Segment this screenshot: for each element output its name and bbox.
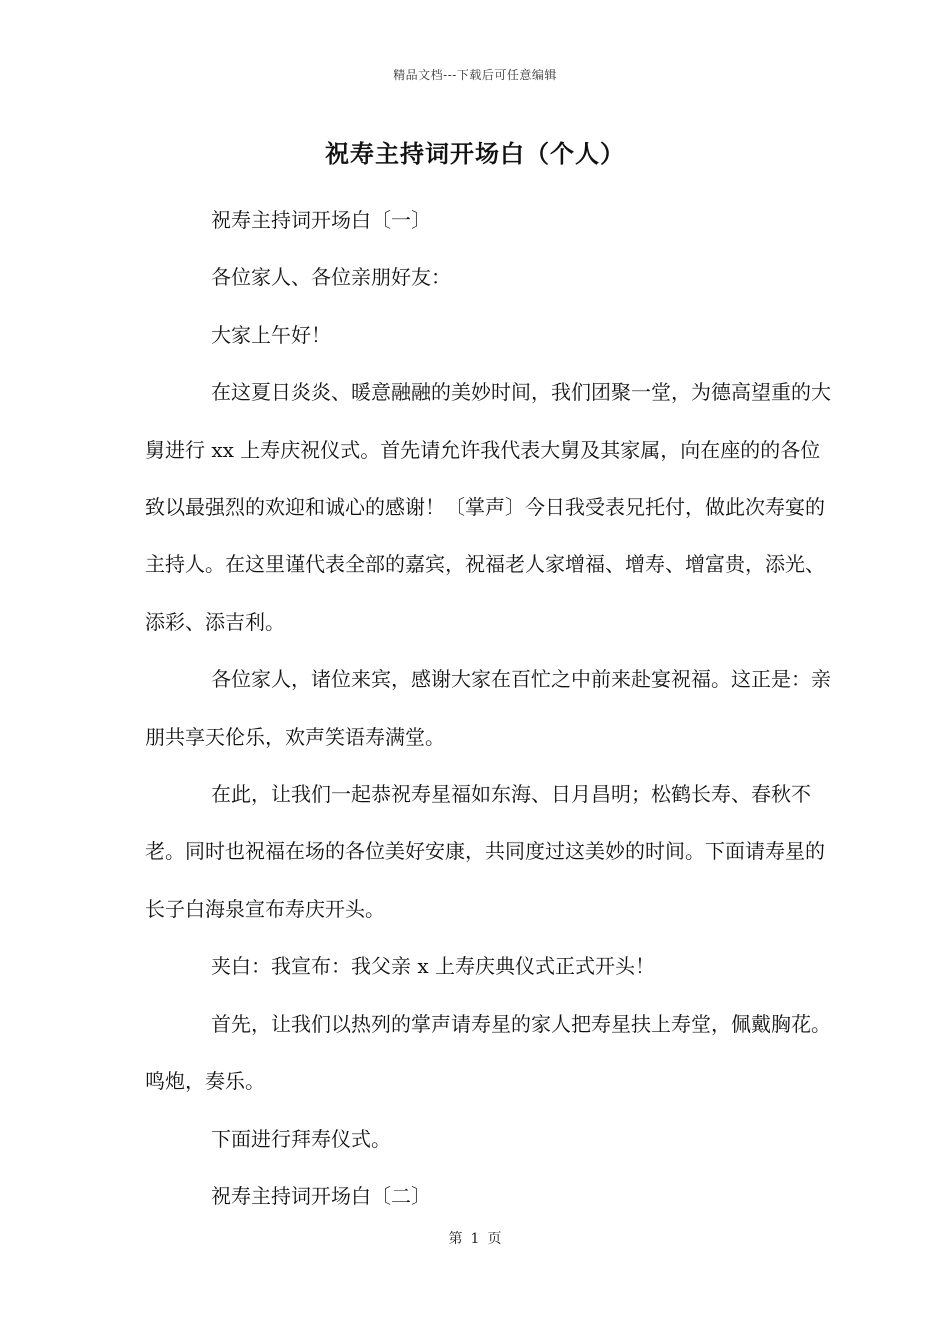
body-paragraph: 夹白：我宣布：我父亲 x 上寿庆典仪式正式开头！ [211, 954, 655, 979]
body-paragraph: 下面进行拜寿仪式。 [211, 1126, 391, 1151]
salutation: 各位家人、各位亲朋好友： [211, 265, 451, 290]
greeting: 大家上午好！ [211, 322, 331, 347]
body-paragraph: 首先，让我们以热列的掌声请寿星的家人把寿星扶上寿堂，佩戴胸花。鸣炮，奏乐。 [145, 1011, 831, 1094]
page-prefix: 第 [448, 1231, 463, 1247]
page-suffix: 页 [487, 1231, 502, 1247]
page-number: 1 [470, 1231, 480, 1247]
header-note: 精品文档---下载后可任意编辑 [393, 68, 557, 82]
body-paragraph: 在此，让我们一起恭祝寿星福如东海、日月昌明；松鹤长寿、春秋不老。同时也祝福在场的各位美好安康，共同度过这美妙的时间。下面请寿星的长子白海泉宣布寿庆开头。 [145, 782, 825, 921]
page-footer [0, 1228, 950, 1248]
body-paragraph: 在这夏日炎炎、暖意融融的美妙时间，我们团聚一堂，为德高望重的大舅进行 xx 上寿庆祝仪式。首先请允许我代表大舅及其家属，向在座的的各位致以最强烈的欢迎和诚心的感谢！〔掌声〕今日我受表兄托付，做此次寿宴的主持人。在这里谨代表全部的嘉宾，祝福老人家增福、增寿、增富贵，添光、添彩、添吉利。 [145, 380, 831, 634]
section-heading: 祝寿主持词开场白〔二〕 [211, 1183, 431, 1208]
section-heading: 祝寿主持词开场白〔一〕 [211, 208, 431, 232]
document-title: 祝寿主持词开场白（个人） [325, 139, 625, 168]
body-paragraph: 各位家人，诸位来宾，感谢大家在百忙之中前来赴宴祝福。这正是：亲朋共享天伦乐，欢声笑语寿满堂。 [145, 667, 831, 749]
document-body [145, 192, 835, 1225]
